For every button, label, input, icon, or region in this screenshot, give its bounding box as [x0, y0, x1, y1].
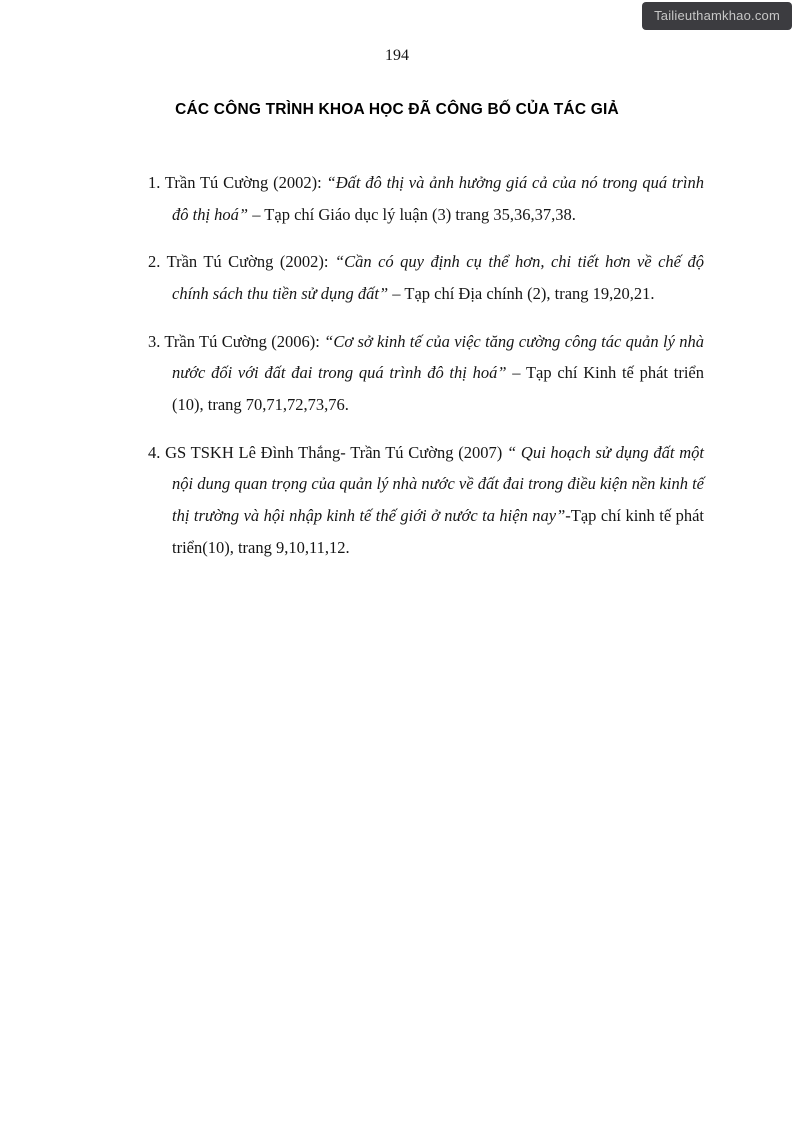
- reference-text-segment: -Tạp chí kinh tế phát triển(10), trang 9,10,11,12.: [172, 506, 704, 557]
- references-list: [148, 167, 704, 579]
- reference-title-segment: “Cơ sở kinh tế của việc tăng cường công tác quản lý nhà nước đối với đất đai trong quá trình đô thị hoá”: [172, 331, 705, 383]
- reference-text-segment: 2. Trần Tú Cường (2002):: [148, 252, 335, 272]
- reference-text-segment: – Tạp chí Giáo dục lý luận (3) trang 35,36,37,38.: [248, 204, 576, 224]
- reference-item: [148, 246, 704, 309]
- reference-item: [148, 167, 704, 230]
- watermark-badge: Tailieuthamkhao.com: [642, 2, 792, 30]
- page-title: CÁC CÔNG TRÌNH KHOA HỌC ĐÃ CÔNG BỐ CỦA TÁC GIẢ: [175, 101, 619, 118]
- reference-text-segment: – Tạp chí Kinh tế phát triển (10), trang 70,71,72,73,76.: [172, 363, 704, 415]
- reference-item: [148, 437, 704, 564]
- reference-title-segment: “Cần có quy định cụ thể hơn, chi tiết hơn về chế độ chính sách thu tiền sử dụng đất”: [172, 252, 704, 304]
- reference-item: [148, 326, 704, 421]
- reference-title-segment: “Đất đô thị và ảnh hưởng giá cả của nó trong quá trình đô thị hoá”: [172, 173, 705, 224]
- reference-text-segment: 4. GS TSKH Lê Đình Thắng- Trần Tú Cường (2007): [148, 442, 507, 462]
- reference-text-segment: – Tạp chí Địa chính (2), trang 19,20,21.: [388, 284, 655, 304]
- reference-text-segment: 1. Trần Tú Cường (2002):: [148, 173, 327, 192]
- page-number: 194: [385, 47, 409, 64]
- reference-title-segment: “ Qui hoạch sử dụng đất một nội dung quan trọng của quản lý nhà nước về đất đai trong điều kiện nền kinh tế thị trường và hội nhập kinh tế thế giới ở nước ta hiện nay”: [172, 442, 704, 526]
- reference-text-segment: 3. Trần Tú Cường (2006):: [148, 331, 325, 351]
